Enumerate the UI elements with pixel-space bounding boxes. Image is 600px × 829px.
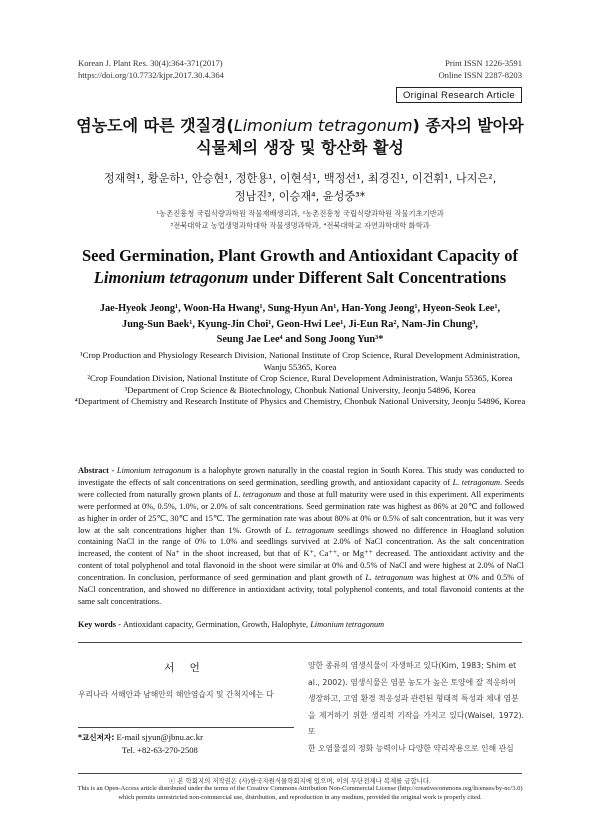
keywords-label: Key words - [78,620,123,629]
english-title-line1: Seed Germination, Plant Growth and Antioxidant Capacity of [81,246,519,265]
correspondence-label: *교신저자: [78,733,115,742]
article-type-badge: Original Research Article [396,87,522,103]
korean-title-part1: 염농도에 따른 갯질경( [76,116,234,135]
english-authors-line2: Jung-Sun Baek¹, Kyung-Jin Choi¹, Geon-Hwi Lee¹, Ji-Eun Ra², Nam-Jin Chung³, [122,318,478,330]
english-affiliations [70,350,530,408]
print-issn: Print ISSN 1226-3591 [445,58,522,68]
abstract-species: L. tetragonum [285,525,335,535]
intro-line: 양한 종류의 염생식물이 자생하고 있다(Kim, 1983; Shim et [308,661,517,670]
abstract-species: L. tetragonum [452,477,501,487]
intro-line: 한 오염물질의 정화 능력이나 다양한 약리작용으로 인해 관심 [308,743,514,753]
affiliation-4: ⁴Department of Chemistry and Research Institute of Physics and Chemistry, Chonbuk National University, Jeonju 54896, Korea [74,396,526,406]
section-divider [78,642,522,643]
intro-line: al., 2002). 염생식물은 염분 농도가 높은 토양에 잘 적응하여 [308,677,516,687]
korean-title-species: Limonium tetragonum [233,116,413,135]
doi-link[interactable]: https://doi.org/10.7732/kjpr.2017.30.4.364 [78,69,224,80]
keywords-text: Antioxidant capacity, Germination, Growth, Halophyte, [122,620,311,629]
keywords [78,620,524,629]
english-title-species: Limonium tetragonum [93,268,249,287]
footer-license-line2: which permits unrestricted non-commercial use, distribution, and reproduction in any medium, provided the original work is properly cited. [118,793,482,801]
korean-title-line2: 식물체의 생장 및 항산화 활성 [196,138,404,157]
journal-citation: Korean J. Plant Res. 30(4):364-371(2017) [78,58,223,68]
korean-affiliations [60,208,540,232]
affiliation-2: ²Crop Foundation Division, National Institute of Crop Science, Rural Development Administration, Wanju 55365, Korea [87,373,513,383]
abstract-text: seedlings showed no difference in Hoagland solution containing NaCl in the range of 0% to 1.0% and seedlings survived at 2.0% of NaCl concentration. As the salt concentration increased, the content of Na⁺ in the shoot increased, but that of K⁺, Ca⁺⁺, or Mg⁺⁺ decreased. The antioxidant activity and the content of total polyphenol and total flavonoid in the shoot were similar at 0% and 0.5% of NaCl and were highest at 2.0% of NaCl concentration. In conclusion, performance of seed germination and plant growth of [78,525,524,583]
korean-affiliation-line1: ¹농촌진흥청 국립식량과학원 작물재배생리과, ²농촌진흥청 국립식량과학원 작물기초기반과 [156,209,444,218]
abstract-species: Limonium tetragonum [116,466,192,475]
abstract-species: L. tetragonum [233,489,282,499]
intro-left-column: 우리나라 서해안과 남해안의 해안염습지 및 간척지에는 다 [78,690,274,699]
intro-heading: 서 언 [164,662,206,674]
footer [60,777,540,802]
korean-authors [60,170,540,206]
abstract-text: is a halophyte grown naturally in the coastal region in South Korea. This study was conducted to investigate the effects of salt concentrations on seed germination, seedling growth, and antioxidant capacity of [78,466,524,487]
online-issn: Online ISSN 2287-8203 [438,69,522,80]
footer-copyright: ⓒ 본 학회지의 저작권은 (사)한국자원식물학회지에 있으며, 이의 무단전재나 복제를 금합니다. [168,777,432,785]
english-title-line2 [50,267,550,289]
affiliation-3: ³Department of Crop Science & Biotechnology, Chonbuk National University, Jeonju 54896, Korea [124,384,476,395]
korean-authors-line1: 정재혁¹, 황운하¹, 안승현¹, 정한용¹, 이현석¹, 백정선¹, 최경진¹, 이건휘¹, 나지은², [103,172,497,185]
correspondence [78,727,294,756]
english-authors-line3: Seung Jae Lee⁴ and Song Joong Yun³* [216,334,384,345]
intro-line: 생장하고, 고염 환경 적응성과 관련된 형태적 특성과 체내 염분 [308,694,519,704]
keywords-species: Limonium tetragonum [310,620,385,629]
abstract [78,465,524,608]
abstract-species: L. tetragonum [365,573,414,583]
english-title [50,245,550,289]
correspondence-email[interactable]: E-mail sjyun@jbnu.ac.kr [116,732,203,742]
intro-line: 을 제거하기 위한 생리적 기작을 가지고 있다(Waisel, 1972). 또 [308,710,524,737]
english-authors [60,301,540,348]
footer-license-line1: This is an Open-Access article distributed under the terms of the Creative Commons Attribution Non-Commercial License (http://creativecommons.org/licenses/by-nc/3.0) [77,785,523,793]
korean-title [60,115,540,159]
footer-divider [78,773,522,774]
abstract-text: . Seeds were collected from naturally grown plants of [78,477,524,499]
korean-authors-line2: 정남진³, 이승재⁴, 윤성중³* [234,190,366,203]
english-authors-line1: Jae-Hyeok Jeong¹, Woon-Ha Hwang¹, Sung-Hyun An¹, Han-Yong Jeong¹, Hyeon-Seok Lee¹, [99,303,501,314]
correspondence-tel: Tel. +82-63-270-2508 [122,745,198,755]
korean-affiliation-line2: ³전북대학교 농업생명과학대학 작물생명과학과, ⁴전북대학교 자연과학대학 화학과 [170,221,430,230]
abstract-text: was highest at 0% and 0.5% of NaCl concentration, and showed no difference in antioxidant activity, total polyphenol contents, and total flavonoid contents at the same salt concentrations. [78,573,524,606]
affiliation-1: ¹Crop Production and Physiology Research Division, National Institute of Crop Science, Rural Development Administration, Wanju 55365, Korea [80,350,520,372]
korean-title-part2: ) 종자의 발아와 [412,116,524,135]
issn-block [438,58,522,81]
journal-header [78,58,224,81]
english-title-line2-rest: under Different Salt Concentrations [248,268,507,287]
abstract-label: Abstract - [78,466,117,475]
abstract-text: and those at full maturity were used in this experiment. All experiments were performed at 0%, 0.5%, 1.0%, or 2.0% of salt concentrations. Seed germination rate was highest as 86% at 20℃ and followed as higher in order of 25℃, 30℃ and 15℃. The germination rate was about 80% at 0% or 0.5% of salt concentration, but it was very low at the salt concentrations higher than 1%. Growth of [78,489,524,535]
intro-right-column [308,658,524,758]
